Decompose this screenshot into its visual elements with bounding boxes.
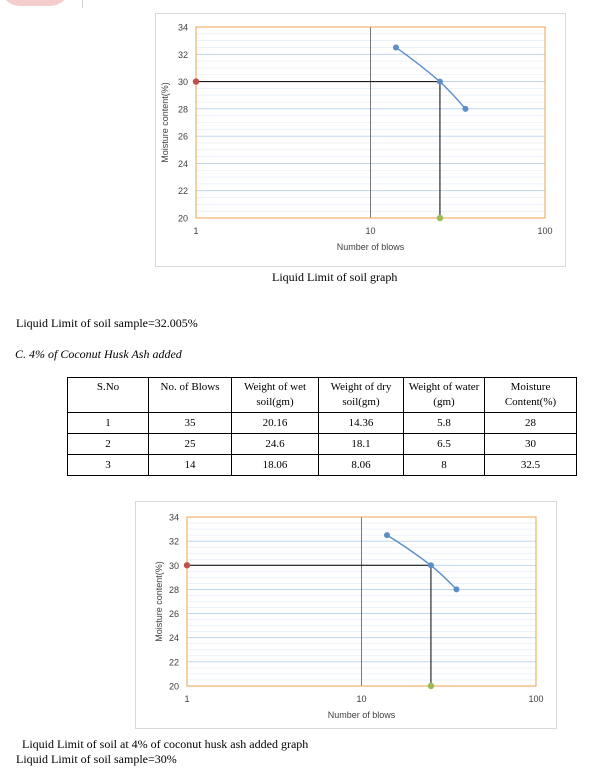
header-dry-weight: Weight of dry soil(gm) bbox=[319, 378, 404, 413]
x-tick-label: 1 bbox=[184, 694, 190, 704]
table-row bbox=[68, 455, 577, 476]
data-point bbox=[428, 562, 434, 568]
x-tick-label: 100 bbox=[528, 694, 544, 704]
x-tick-label: 100 bbox=[537, 226, 553, 236]
liquid-limit-chart bbox=[155, 13, 566, 267]
header-water-weight: Weight of water (gm) bbox=[404, 378, 485, 413]
data-point bbox=[384, 532, 390, 538]
cell-wet-weight: 18.06 bbox=[232, 455, 319, 476]
y-axis-title: Moisture content(%) bbox=[160, 82, 170, 163]
cell-water-weight: 8 bbox=[404, 455, 485, 476]
y-tick-label: 26 bbox=[177, 131, 188, 142]
x-axis-title: Number of blows bbox=[327, 710, 396, 720]
y-tick-label: 30 bbox=[177, 77, 188, 88]
x-tick-label: 10 bbox=[356, 694, 367, 704]
cell-water-weight: 6.5 bbox=[404, 434, 485, 455]
y-tick-label: 20 bbox=[168, 681, 179, 692]
header-moisture: Moisture Content(%) bbox=[485, 378, 577, 413]
liquid-limit-ash-chart bbox=[135, 501, 557, 729]
axis-marker-moisture bbox=[184, 562, 190, 568]
x-tick-label: 1 bbox=[193, 226, 199, 236]
cell-dry-weight: 14.36 bbox=[319, 413, 404, 434]
y-tick-label: 20 bbox=[177, 213, 188, 224]
cell-moisture: 28 bbox=[485, 413, 577, 434]
y-tick-label: 28 bbox=[177, 104, 188, 115]
cell-wet-weight: 24.6 bbox=[232, 434, 319, 455]
cell-water-weight: 5.8 bbox=[404, 413, 485, 434]
cell-blows: 35 bbox=[149, 413, 232, 434]
page-corner-decoration bbox=[0, 0, 70, 6]
data-point bbox=[453, 586, 459, 592]
data-point bbox=[462, 106, 468, 112]
data-point bbox=[437, 79, 443, 85]
series-line bbox=[387, 535, 456, 589]
y-tick-label: 34 bbox=[177, 22, 188, 33]
x-axis-title: Number of blows bbox=[336, 242, 405, 252]
y-tick-label: 32 bbox=[177, 49, 188, 60]
axis-marker-moisture bbox=[193, 78, 199, 84]
page-divider bbox=[82, 0, 83, 8]
y-tick-label: 22 bbox=[177, 186, 188, 197]
cell-sno: 3 bbox=[68, 455, 149, 476]
y-tick-label: 24 bbox=[168, 633, 179, 644]
header-wet-weight: Weight of wet soil(gm) bbox=[232, 378, 319, 413]
cell-dry-weight: 8.06 bbox=[319, 455, 404, 476]
chart-caption: Liquid Limit of soil at 4% of coconut husk ash added graph bbox=[22, 737, 309, 751]
table-header-row bbox=[68, 378, 577, 413]
cell-wet-weight: 20.16 bbox=[232, 413, 319, 434]
y-tick-label: 32 bbox=[168, 536, 179, 547]
header-sno: S.No bbox=[68, 378, 149, 413]
cell-blows: 25 bbox=[149, 434, 232, 455]
table-row bbox=[68, 434, 577, 455]
cell-moisture: 30 bbox=[485, 434, 577, 455]
section-heading: C. 4% of Coconut Husk Ash added bbox=[15, 347, 182, 361]
y-tick-label: 24 bbox=[177, 158, 188, 169]
cell-sno: 1 bbox=[68, 413, 149, 434]
cell-dry-weight: 18.1 bbox=[319, 434, 404, 455]
test-results-table bbox=[67, 377, 577, 476]
header-blows: No. of Blows bbox=[149, 378, 232, 413]
x-tick-label: 10 bbox=[365, 226, 376, 236]
liquid-limit-result: Liquid Limit of soil sample=32.005% bbox=[16, 316, 198, 330]
axis-marker-blows bbox=[428, 683, 434, 689]
table-row bbox=[68, 413, 577, 434]
y-tick-label: 22 bbox=[168, 657, 179, 668]
y-tick-label: 34 bbox=[168, 512, 179, 523]
y-tick-label: 30 bbox=[168, 560, 179, 571]
cell-sno: 2 bbox=[68, 434, 149, 455]
chart-caption: Liquid Limit of soil graph bbox=[272, 270, 398, 284]
y-tick-label: 28 bbox=[168, 584, 179, 595]
liquid-limit-result: Liquid Limit of soil sample=30% bbox=[16, 752, 177, 766]
chart-svg bbox=[156, 14, 565, 266]
cell-moisture: 32.5 bbox=[485, 455, 577, 476]
y-axis-title: Moisture content(%) bbox=[154, 561, 164, 642]
cell-blows: 14 bbox=[149, 455, 232, 476]
y-tick-label: 26 bbox=[168, 609, 179, 620]
axis-marker-blows bbox=[437, 215, 443, 221]
data-point bbox=[393, 44, 399, 50]
series-line bbox=[396, 47, 465, 108]
chart-svg bbox=[136, 502, 556, 728]
